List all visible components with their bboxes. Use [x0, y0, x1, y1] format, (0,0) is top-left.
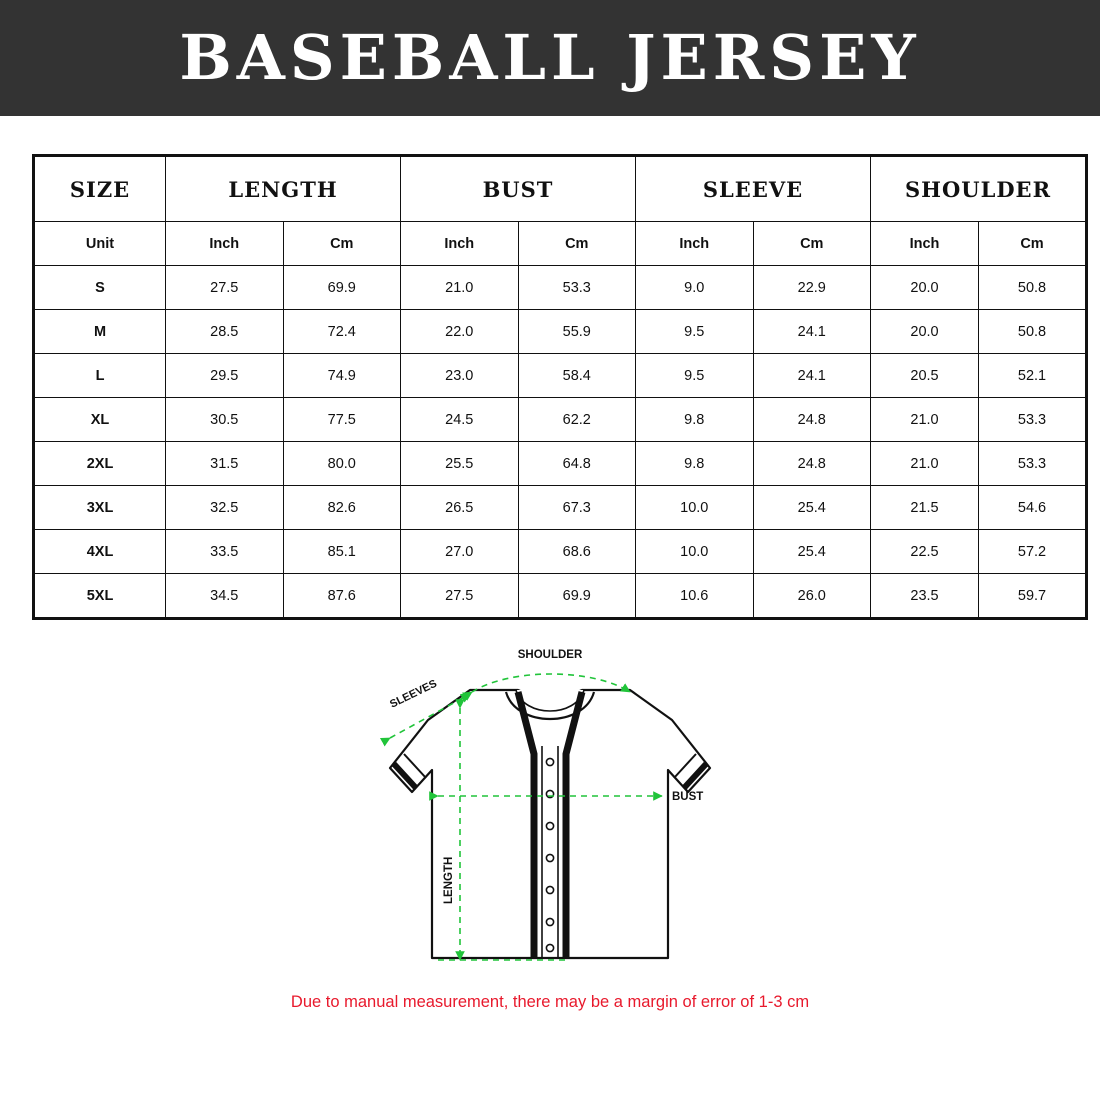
- cell-length-inch: 29.5: [166, 354, 284, 398]
- cell-length-inch: 30.5: [166, 398, 284, 442]
- cell-size: 2XL: [34, 442, 166, 486]
- diagram-label-bust: BUST: [672, 791, 704, 803]
- cell-length-inch: 31.5: [166, 442, 284, 486]
- cell-length-cm: 87.6: [283, 574, 401, 619]
- table-row: [34, 486, 1087, 530]
- group-header-size: SIZE: [34, 156, 166, 222]
- cell-length-inch: 34.5: [166, 574, 284, 619]
- cell-sleeve-inch: 9.0: [636, 266, 754, 310]
- header-banner: [0, 0, 1100, 116]
- table-row: [34, 266, 1087, 310]
- cell-bust-inch: 24.5: [401, 398, 519, 442]
- unit-cell: Cm: [283, 222, 401, 266]
- cell-bust-cm: 62.2: [518, 398, 636, 442]
- unit-cell: Inch: [636, 222, 754, 266]
- cell-size: 3XL: [34, 486, 166, 530]
- unit-cell: Inch: [166, 222, 284, 266]
- cell-bust-cm: 53.3: [518, 266, 636, 310]
- cell-bust-cm: 55.9: [518, 310, 636, 354]
- cell-shoulder-cm: 50.8: [979, 310, 1087, 354]
- unit-cell: Cm: [753, 222, 871, 266]
- cell-length-cm: 80.0: [283, 442, 401, 486]
- cell-shoulder-inch: 20.5: [871, 354, 979, 398]
- cell-length-cm: 82.6: [283, 486, 401, 530]
- table-row: [34, 442, 1087, 486]
- cell-shoulder-inch: 22.5: [871, 530, 979, 574]
- measurement-diagram-area: [0, 642, 1100, 1022]
- cell-length-cm: 74.9: [283, 354, 401, 398]
- cell-shoulder-inch: 21.5: [871, 486, 979, 530]
- cell-sleeve-cm: 24.1: [753, 310, 871, 354]
- cell-shoulder-cm: 52.1: [979, 354, 1087, 398]
- cell-sleeve-cm: 24.8: [753, 398, 871, 442]
- cell-length-cm: 72.4: [283, 310, 401, 354]
- cell-shoulder-cm: 53.3: [979, 398, 1087, 442]
- cell-length-cm: 85.1: [283, 530, 401, 574]
- size-chart-table: [32, 154, 1088, 620]
- cell-sleeve-cm: 24.8: [753, 442, 871, 486]
- cell-size: 5XL: [34, 574, 166, 619]
- cell-bust-inch: 21.0: [401, 266, 519, 310]
- unit-cell: Cm: [518, 222, 636, 266]
- group-header-shoulder: SHOULDER: [871, 156, 1087, 222]
- table-row: [34, 398, 1087, 442]
- table-row: [34, 574, 1087, 619]
- cell-bust-cm: 69.9: [518, 574, 636, 619]
- jersey-diagram-icon: [320, 642, 780, 987]
- cell-sleeve-cm: 26.0: [753, 574, 871, 619]
- cell-bust-inch: 27.0: [401, 530, 519, 574]
- cell-shoulder-inch: 20.0: [871, 310, 979, 354]
- jersey-diagram-holder: [0, 642, 1100, 987]
- size-table-container: [0, 116, 1100, 620]
- cell-shoulder-cm: 53.3: [979, 442, 1087, 486]
- cell-length-cm: 69.9: [283, 266, 401, 310]
- cell-sleeve-inch: 10.6: [636, 574, 754, 619]
- cell-length-cm: 77.5: [283, 398, 401, 442]
- cell-bust-inch: 25.5: [401, 442, 519, 486]
- cell-bust-inch: 22.0: [401, 310, 519, 354]
- table-unit-row: [34, 222, 1087, 266]
- cell-sleeve-inch: 10.0: [636, 530, 754, 574]
- cell-length-inch: 33.5: [166, 530, 284, 574]
- cell-bust-cm: 68.6: [518, 530, 636, 574]
- unit-cell: Inch: [401, 222, 519, 266]
- cell-size: S: [34, 266, 166, 310]
- cell-sleeve-inch: 9.8: [636, 442, 754, 486]
- cell-shoulder-inch: 21.0: [871, 398, 979, 442]
- cell-shoulder-cm: 54.6: [979, 486, 1087, 530]
- cell-shoulder-cm: 57.2: [979, 530, 1087, 574]
- cell-bust-inch: 23.0: [401, 354, 519, 398]
- measurement-note: Due to manual measurement, there may be a margin of error of 1-3 cm: [290, 993, 810, 1011]
- page-title: BASEBALL JERSEY: [179, 21, 921, 94]
- cell-bust-cm: 64.8: [518, 442, 636, 486]
- cell-sleeve-cm: 24.1: [753, 354, 871, 398]
- unit-cell: Unit: [34, 222, 166, 266]
- cell-length-inch: 27.5: [166, 266, 284, 310]
- cell-sleeve-inch: 9.8: [636, 398, 754, 442]
- diagram-label-sleeves: SLEEVES: [388, 677, 439, 711]
- cell-sleeve-cm: 22.9: [753, 266, 871, 310]
- diagram-label-length: LENGTH: [443, 856, 455, 904]
- cell-size: M: [34, 310, 166, 354]
- group-header-sleeve: SLEEVE: [636, 156, 871, 222]
- cell-bust-cm: 67.3: [518, 486, 636, 530]
- cell-bust-inch: 27.5: [401, 574, 519, 619]
- table-row: [34, 354, 1087, 398]
- diagram-label-shoulder: SHOULDER: [517, 649, 583, 661]
- group-header-bust: BUST: [401, 156, 636, 222]
- cell-sleeve-cm: 25.4: [753, 530, 871, 574]
- cell-bust-inch: 26.5: [401, 486, 519, 530]
- cell-shoulder-cm: 59.7: [979, 574, 1087, 619]
- cell-sleeve-inch: 10.0: [636, 486, 754, 530]
- group-header-length: LENGTH: [166, 156, 401, 222]
- cell-sleeve-inch: 9.5: [636, 310, 754, 354]
- cell-size: XL: [34, 398, 166, 442]
- table-group-header-row: [34, 156, 1087, 222]
- cell-size: 4XL: [34, 530, 166, 574]
- unit-cell: Cm: [979, 222, 1087, 266]
- cell-shoulder-inch: 23.5: [871, 574, 979, 619]
- cell-shoulder-inch: 21.0: [871, 442, 979, 486]
- cell-length-inch: 32.5: [166, 486, 284, 530]
- unit-cell: Inch: [871, 222, 979, 266]
- cell-shoulder-cm: 50.8: [979, 266, 1087, 310]
- cell-shoulder-inch: 20.0: [871, 266, 979, 310]
- cell-bust-cm: 58.4: [518, 354, 636, 398]
- cell-size: L: [34, 354, 166, 398]
- cell-length-inch: 28.5: [166, 310, 284, 354]
- table-row: [34, 530, 1087, 574]
- table-row: [34, 310, 1087, 354]
- cell-sleeve-inch: 9.5: [636, 354, 754, 398]
- cell-sleeve-cm: 25.4: [753, 486, 871, 530]
